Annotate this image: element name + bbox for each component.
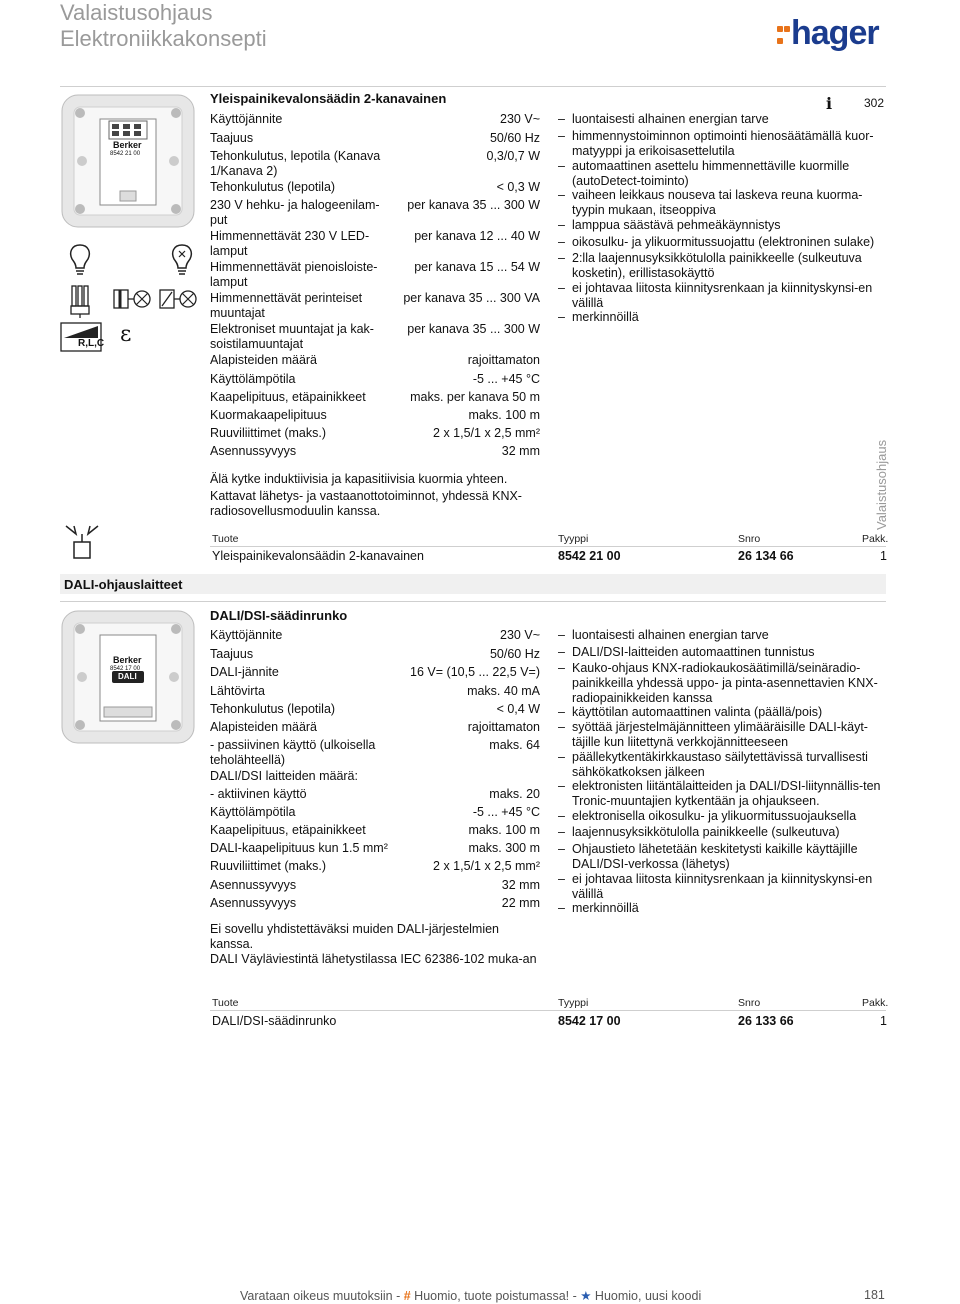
antenna-module-icon	[60, 520, 104, 560]
dali-logo: DALI	[118, 672, 137, 681]
feature-item: – DALI/DSI-laitteiden automaattinen tunnistus	[558, 645, 888, 660]
section-band	[60, 574, 886, 594]
feature-item: – käyttötilan automaattinen valinta (päällä/pois)	[558, 705, 888, 720]
product1-note: Älä kytke induktiivisia ja kapasitiivisia kuormia yhteen.	[210, 472, 508, 486]
table-header-pack: Pakk.	[862, 533, 889, 545]
table-cell-type: 8542 17 00	[558, 1014, 621, 1028]
table-header-type: Tyyppi	[558, 533, 589, 545]
hager-logo	[775, 14, 879, 54]
feature-item: – ei johtavaa liitosta kiinnitysrenkaan ja kiinnityskynsi-en välillä	[558, 281, 888, 311]
feature-item: – 2:lla laajennusyksikkötulolla painikkeelle (sulkeutuva kosketin), erillistasokäyttö	[558, 251, 888, 281]
product2-note: DALI Väyläviestintä lähetystilassa IEC 62386-102 muka-an	[210, 952, 537, 966]
feature-item: – laajennusyksikkötulolla painikkeelle (sulkeutuva)	[558, 825, 888, 840]
feature-item: – luontaisesti alhainen energian tarve	[558, 628, 888, 643]
table-cell-type: 8542 21 00	[558, 549, 621, 563]
feature-item: – luontaisesti alhainen energian tarve	[558, 112, 888, 127]
feature-item: – merkinnöillä	[558, 901, 888, 916]
side-section-label: Valaistusohjaus	[874, 439, 889, 530]
feature-item: – syöttää järjestelmäjännitteen ylimääräisille DALI-käyt-täjille kun liitettynä verkkojännitteeseen	[558, 720, 888, 750]
feature-item: – Ohjaustieto lähetetään keskitetysti kaikille käyttäjille DALI/DSI-verkossa (lähetys)	[558, 842, 888, 872]
section-band-label: DALI-ohjauslaitteet	[64, 577, 183, 592]
page-code: 302	[864, 96, 885, 110]
incandescent-bulb-icon	[66, 242, 94, 278]
feature-item: – vaiheen leikkaus nouseva tai laskeva reuna kuorma-tyypin mukaan, itseoppiva	[558, 188, 888, 218]
feature-item: – elektronisten liitäntälaitteiden ja DALI/DSI-liitynnällis-ten Tronic-muuntajien kytkentään ja ohjaukseen.	[558, 779, 888, 809]
table-header-snro: Snro	[738, 533, 761, 545]
table-header-snro: Snro	[738, 997, 761, 1009]
fluorescent-lamp-icon	[66, 284, 94, 320]
device-brand-label: Berker	[113, 655, 142, 665]
page-title-line2: Elektroniikkakonsepti	[60, 26, 267, 51]
device-brand-label: Berker	[113, 140, 142, 150]
device-code-label: 8542 21 00	[110, 151, 141, 157]
table-cell-snro: 26 134 66	[738, 549, 794, 563]
rlc-label: R,L,C	[78, 338, 105, 349]
info-icon: i	[826, 94, 833, 113]
table-header-type: Tyyppi	[558, 997, 589, 1009]
table-cell-pack: 1	[880, 549, 887, 563]
footer-legend: Varataan oikeus muutoksiin - # Huomio, tuote poistumassa! - ★ Huomio, uusi koodi	[240, 1289, 702, 1303]
product2-title: DALI/DSI-säädinrunko	[210, 608, 348, 623]
divider	[60, 86, 886, 87]
product1-title: Yleispainikevalonsäädin 2-kanavainen	[210, 91, 447, 106]
star-icon: ★	[580, 1289, 592, 1303]
transformer-icon	[112, 288, 156, 310]
epsilon-icon: ε	[120, 322, 132, 347]
page-number: 181	[864, 1288, 885, 1302]
feature-item: – Kauko-ohjaus KNX-radiokaukosäätimillä/seinäradio-painikkeilla yhdessä uppo- ja pinta-asennettavien KNX-radiopainikkeiden kanssa	[558, 661, 888, 706]
product-image-dimmer	[60, 93, 196, 229]
feature-item: – elektronisella oikosulku- ja ylikuormitussuojauksella	[558, 809, 888, 824]
hash-marker: #	[403, 1289, 411, 1303]
lamp-load-icon	[158, 288, 202, 310]
halogen-bulb-icon	[168, 242, 196, 278]
table-cell-snro: 26 133 66	[738, 1014, 794, 1028]
table-header-product: Tuote	[212, 997, 239, 1009]
feature-item: – merkinnöillä	[558, 310, 888, 325]
table-divider	[210, 1010, 886, 1011]
brand-name: hager	[791, 14, 879, 52]
table-header-pack: Pakk.	[862, 997, 889, 1009]
product2-note: Ei sovellu yhdistettäväksi muiden DALI-järjestelmien kanssa.	[210, 922, 500, 951]
page-title-line1: Valaistusohjaus	[60, 0, 213, 25]
table-cell-product: DALI/DSI-säädinrunko	[212, 1014, 337, 1028]
table-header-product: Tuote	[212, 533, 239, 545]
table-divider	[210, 546, 886, 547]
feature-item: – lamppua säästävä pehmeäkäynnistys	[558, 218, 888, 233]
feature-item: – automaattinen asettelu himmennettäville kuormille (autoDetect-toiminto)	[558, 159, 888, 189]
divider	[60, 601, 886, 602]
feature-item: – himmennystoiminnon optimointi hienosäätämällä kuor-matyyppi ja erikoisasettelutila	[558, 129, 888, 159]
feature-item: – päällekytkentäkirkkaustaso säilytettävissä turvallisesti sähkökatkoksen jälkeen	[558, 750, 888, 780]
table-cell-pack: 1	[880, 1014, 887, 1028]
device-code-label: 8542 17 00	[110, 666, 141, 672]
product1-note: Kattavat lähetys- ja vastaanottotoiminnot, yhdessä KNX-radiosovellusmoduulin kanssa.	[210, 489, 522, 518]
feature-item: – oikosulku- ja ylikuormitussuojattu (elektroninen sulake)	[558, 235, 888, 250]
feature-item: – ei johtavaa liitosta kiinnitysrenkaan ja kiinnityskynsi-en välillä	[558, 872, 888, 902]
table-cell-product: Yleispainikevalonsäädin 2-kanavainen	[212, 549, 424, 563]
